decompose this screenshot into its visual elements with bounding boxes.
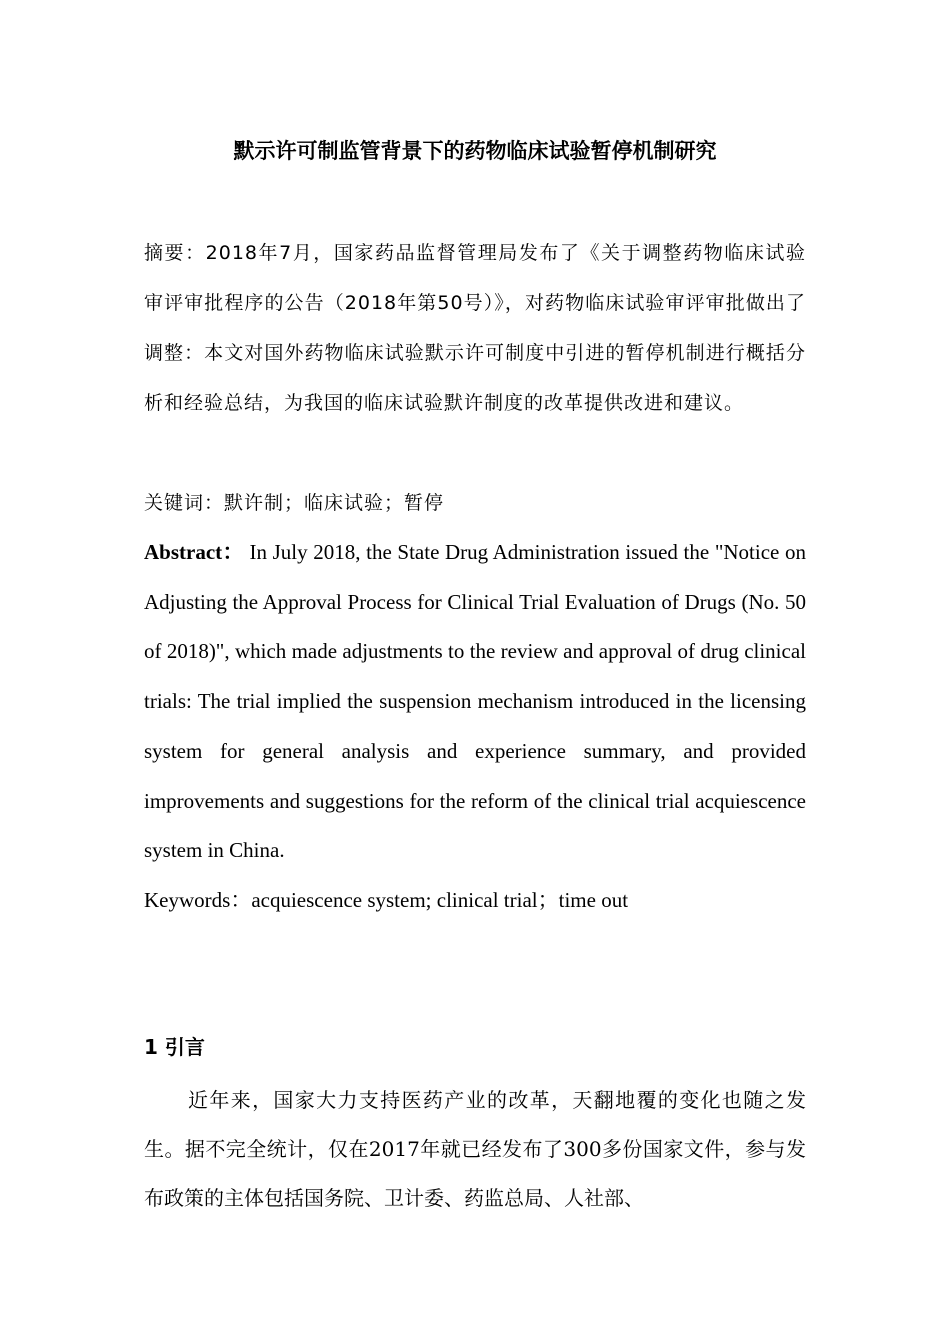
- english-abstract: [144, 528, 806, 876]
- english-keywords: [144, 876, 806, 926]
- english-abstract-text: In July 2018, the State Drug Administration issued the "Notice on Adjusting the Approval Process for Clinical Trial Evaluation of Drugs (No. 50 of 2018)", which made adjustments to the review and approval of drug clinical trials: The trial implied the suspension mechanism introduced in the licensing system for general analysis and experience summary, and provided improvements and suggestions for the reform of the clinical trial acquiescence system in China.: [144, 540, 806, 863]
- introduction-paragraph: 近年来，国家大力支持医药产业的改革，天翻地覆的变化也随之发生。据不完全统计，仅在2017年就已经发布了300多份国家文件，参与发布政策的主体包括国务院、卫计委、药监总局、人社部、: [144, 1088, 806, 1210]
- english-keywords-text: acquiescence system; clinical trial；time out: [251, 888, 629, 912]
- chinese-abstract-label: 摘要：: [144, 242, 206, 264]
- chinese-keywords-label: 关键词：: [144, 492, 225, 514]
- paper-title: 默示许可制监管背景下的药物临床试验暂停机制研究: [233, 139, 717, 163]
- section-heading-introduction: 1 引言: [144, 1035, 205, 1059]
- chinese-keywords-text: 默许制；临床试验；暂停: [224, 492, 445, 514]
- english-abstract-label: Abstract：: [144, 540, 244, 564]
- english-keywords-label: Keywords：: [144, 888, 252, 912]
- chinese-abstract-text: 2018年7月，国家药品监督管理局发布了《关于调整药物临床试验审评审批程序的公告（2018年第50号）》，对药物临床试验审评审批做出了调整：本文对国外药物临床试验默示许可制度中引进的暂停机制进行概括分析和经验总结，为我国的临床试验默许制度的改革提供改进和建议。: [144, 242, 806, 414]
- chinese-abstract: [144, 228, 806, 428]
- chinese-keywords: [144, 478, 806, 528]
